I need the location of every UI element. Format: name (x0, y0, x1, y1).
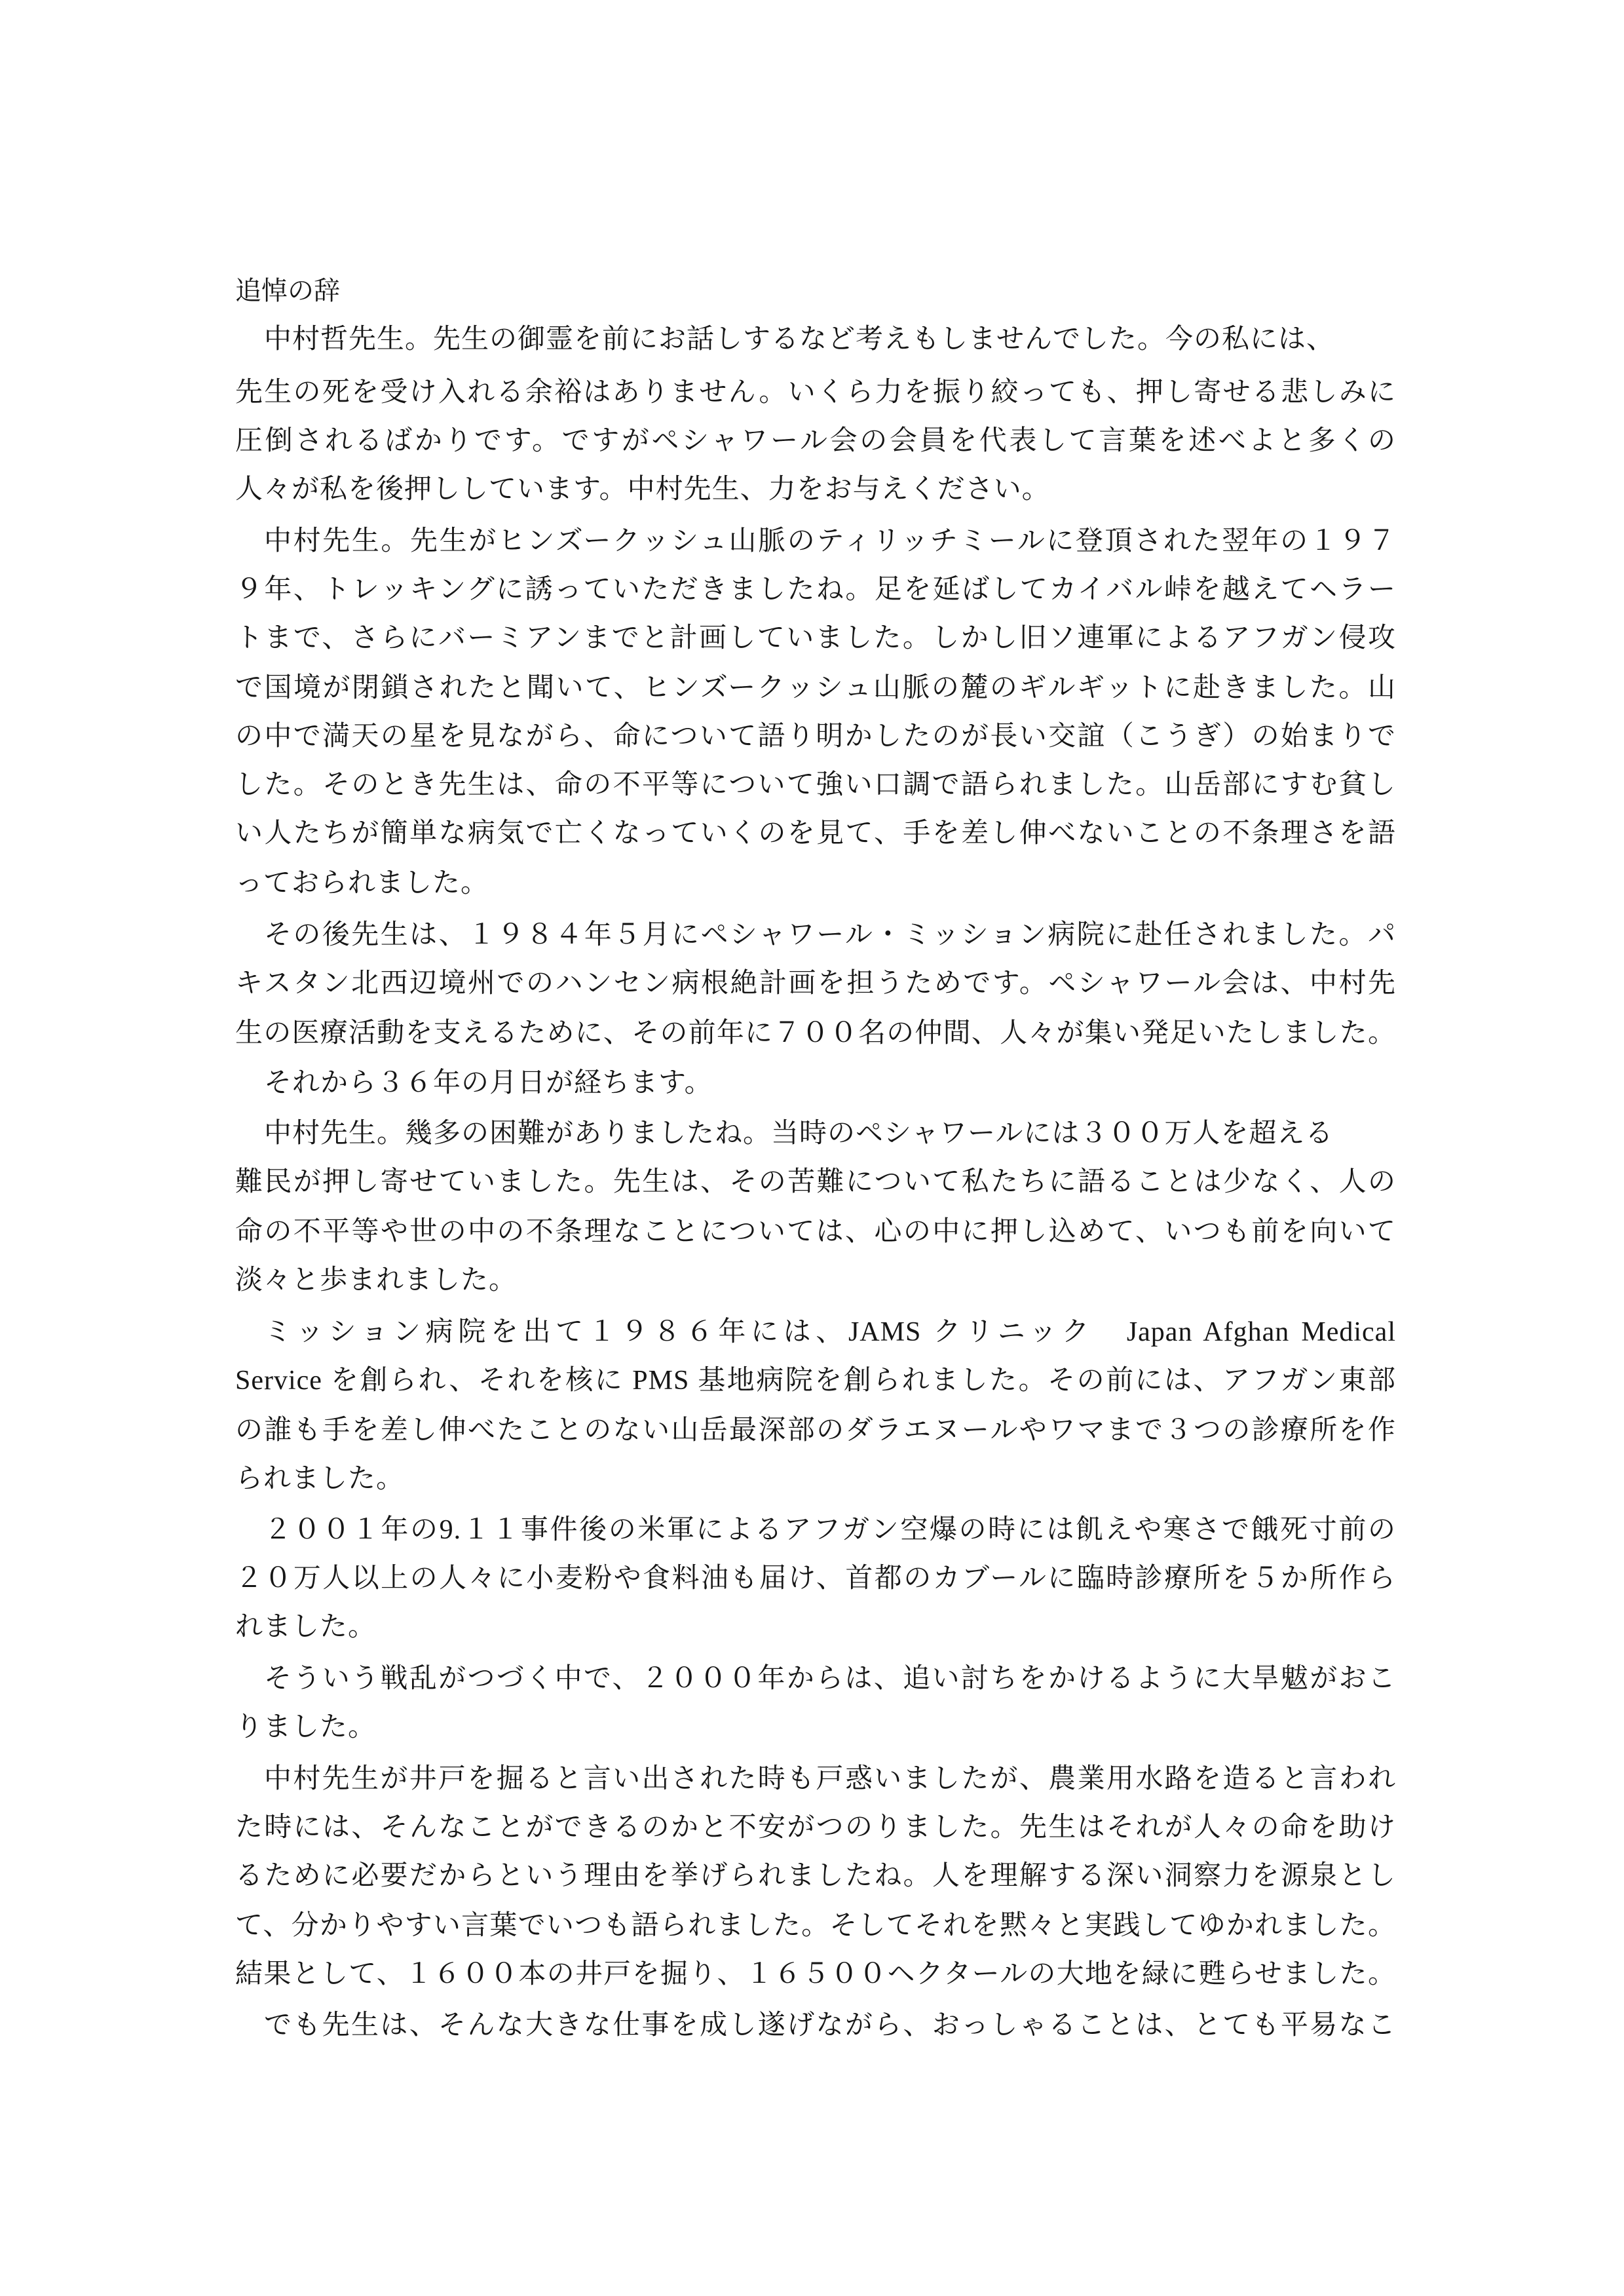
text-line: っておられました。 (235, 868, 489, 898)
text-line: キスタン北西辺境州でのハンセン病根絶計画を担うためです。ペシャワール会は、中村先 (235, 968, 1396, 999)
text-line: られました。 (235, 1464, 405, 1494)
text-line: れました。 (235, 1612, 377, 1642)
text-line: そういう戦乱がつづく中で、２０００年からは、追い討ちをかけるように大旱魃がおこ (264, 1664, 1396, 1694)
text-line: の中で満天の星を見ながら、命について語り明かしたのが長い交誼（こうぎ）の始まりで (235, 721, 1396, 752)
text-line: 難民が押し寄せていました。先生は、その苦難について私たちに語ることは少なく、人の (235, 1167, 1396, 1197)
text-line: 中村哲先生。先生の御霊を前にお話しするなど考えもしませんでした。今の私には、 (264, 324, 1335, 354)
text-line: 中村先生。幾多の困難がありましたね。当時のペシャワールには３００万人を超える (264, 1119, 1334, 1149)
text-line: それから３６年の月日が経ちます。 (264, 1068, 713, 1098)
text-line: い人たちが簡単な病気で亡くなっていくのを見て、手を差し伸べないことの不条理さを語 (235, 818, 1396, 849)
text-line: 淡々と歩まれました。 (235, 1265, 518, 1295)
text-line: りました。 (235, 1712, 377, 1742)
text-line: ミッション病院を出て１９８６年には、JAMS クリニック Japan Afghan Medical (264, 1317, 1396, 1347)
text-line: トまで、さらにバーミアンまでと計画していました。しかし旧ソ連軍によるアフガン侵攻 (235, 623, 1396, 653)
text-line: でも先生は、そんな大きな仕事を成し遂げながら、おっしゃることは、とても平易なこ (264, 2010, 1396, 2040)
text-line: 結果として、１６００本の井戸を掘り、１６５００ヘクタールの大地を緑に甦らせました。 (235, 1959, 1396, 1989)
text-line: 生の医療活動を支えるために、その前年に７００名の仲間、人々が集い発足いたしました。 (235, 1018, 1396, 1048)
text-line: ９年、トレッキングに誘っていただきましたね。足を延ばしてカイバル峠を越えてヘラー (235, 575, 1396, 605)
document-title: 追悼の辞 (235, 276, 340, 305)
text-line: の誰も手を差し伸べたことのない山岳最深部のダラエヌールやワマまで３つの診療所を作 (235, 1415, 1396, 1445)
text-line: 圧倒されるばかりです。ですがペシャワール会の会員を代表して言葉を述べよと多くの (235, 426, 1396, 456)
text-line: ２０万人以上の人々に小麦粉や食料油も届け、首都のカブールに臨時診療所を５か所作ら (235, 1563, 1396, 1594)
text-line: 命の不平等や世の中の不条理なことについては、心の中に押し込めて、いつも前を向いて (235, 1217, 1396, 1247)
text-line: Service を創られ、それを核に PMS 基地病院を創られました。その前には、アフガン東部 (235, 1366, 1396, 1396)
text-line: で国境が閉鎖されたと聞いて、ヒンズークッシュ山脈の麓のギルギットに赴きました。山 (235, 673, 1396, 703)
text-line: 人々が私を後押ししています。中村先生、力をお与えください。 (235, 474, 1050, 505)
text-line: した。そのとき先生は、命の不平等について強い口調で語られました。山岳部にすむ貧し (235, 770, 1396, 800)
text-line: 中村先生が井戸を掘ると言い出された時も戸惑いましたが、農業用水路を造ると言われ (264, 1764, 1396, 1794)
text-line: その後先生は、１９８４年５月にペシャワール・ミッション病院に赴任されました。パ (264, 920, 1396, 950)
text-line: 中村先生。先生がヒンズークッシュ山脈のティリッチミールに登頂された翌年の１９７ (264, 526, 1396, 556)
text-line: ２００１年の9.１１事件後の米軍によるアフガン空爆の時には飢えや寒さで餓死寸前の (264, 1515, 1396, 1545)
text-line: 先生の死を受け入れる余裕はありません。いくら力を振り絞っても、押し寄せる悲しみに (235, 377, 1396, 408)
text-line: て、分かりやすい言葉でいつも語られました。そしてそれを黙々と実践してゆかれました。 (235, 1911, 1396, 1941)
text-line: るために必要だからという理由を挙げられましたね。人を理解する深い洞察力を源泉とし (235, 1861, 1396, 1891)
text-line: た時には、そんなことができるのかと不安がつのりました。先生はそれが人々の命を助け (235, 1812, 1396, 1843)
